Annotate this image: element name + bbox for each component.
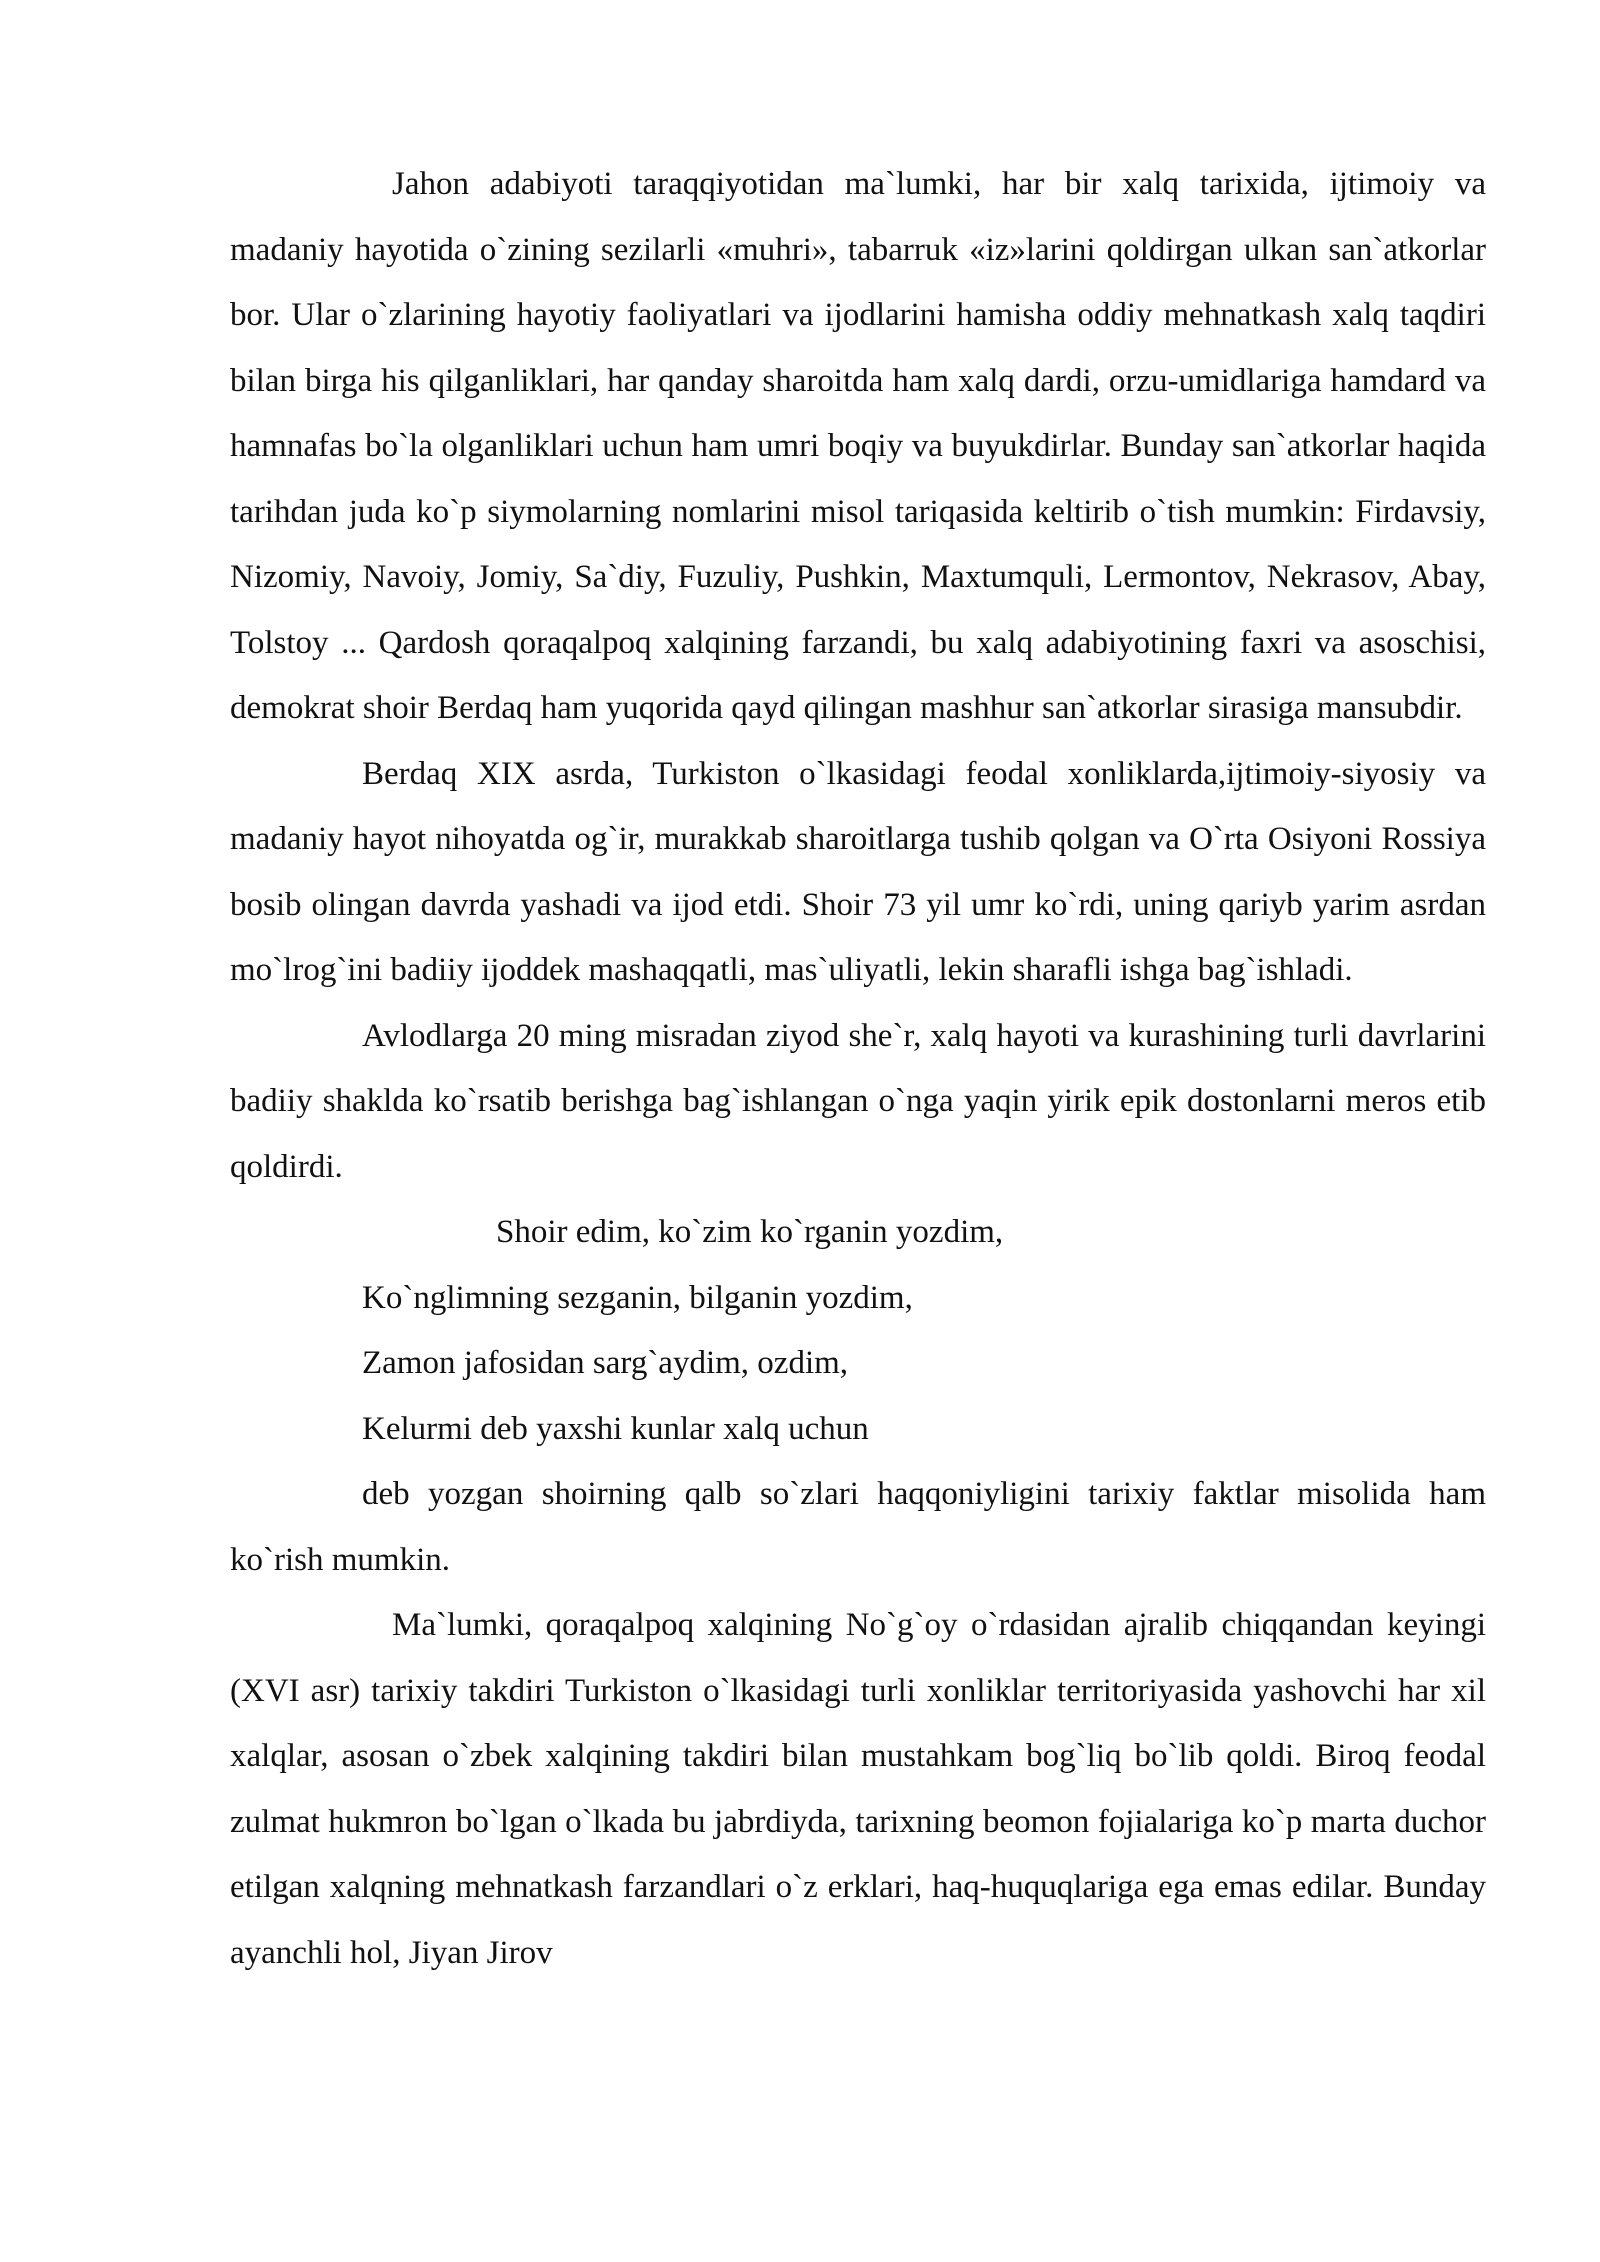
poem-line: Shoir edim, ko`zim ko`rganin yozdim,	[496, 1214, 1004, 1250]
paragraph-history: Ma`lumki, qoraqalpoq xalqining No`g`oy o`rdasidan ajralib chiqqandan keyingi (XVI asr) tarixiy takdiri Turkiston o`lkasidagi turli xonliklar territoriyasida yashovchi har xil xalqlar, asosan o`zbek xalqining takdiri bilan mustahkam bog`liq bo`lib qoldi. Biroq feodal zulmat hukmron bo`lgan o`lkada bu jabrdiyda, tarixning beomon fojialariga ko`p marta duchor etilgan xalqning mehnatkash farzandlari o`z erklari, haq-huquqlariga ega emas edilar. Bunday ayanchli hol, Jiyan Jirov	[230, 1607, 1486, 1971]
poem-line: Ko`nglimning sezganin, bilganin yozdim,	[362, 1279, 913, 1316]
paragraph-berdaq-life: Berdaq XIX asrda, Turkiston o`lkasidagi feodal xonliklarda,ijtimoiy-siyosiy va madaniy hayot nihoyatda og`ir, murakkab sharoitlarga tushib qolgan va O`rta Osiyoni Rossiya bosib olingan davrda yashadi va ijod etdi. Shoir 73 yil umr ko`rdi, uning qariyb yarim asrdan mo`lrog`ini badiiy ijoddek mashaqqatli, mas`uliyatli, lekin sharafli ishga bag`ishladi.	[230, 755, 1486, 988]
paragraph-intro: Jahon adabiyoti taraqqiyotidan ma`lumki, har bir xalq tarixida, ijtimoiy va madaniy hayotida o`zining sezilarli «muhri», tabarruk «iz»larini qoldirgan ulkan san`atkorlar bor. Ular o`zlarining hayotiy faoliyatlari va ijodlarini hamisha oddiy mehnatkash xalq taqdiri bilan birga his qilganliklari, har qanday sharoitda ham xalq dardi, orzu-umidlariga hamdard va hamnafas bo`la olganliklari uchun ham umri boqiy va buyukdirlar. Bunday san`atkorlar haqida tarihdan juda ko`p siymolarning nomlarini misol tariqasida keltirib o`tish mumkin: Firdavsiy, Nizomiy, Navoiy, Jomiy, Sa`diy, Fuzuliy, Pushkin, Maxtumquli, Lermontov, Nekrasov, Abay, Tolstoy ... Qardosh qoraqalpoq xalqining farzandi, bu xalq adabiyotining faxri va asoschisi, demokrat shoir Berdaq ham yuqorida qayd qilingan mashhur san`atkorlar sirasiga mansubdir.	[230, 166, 1486, 726]
paragraph-legacy: Avlodlarga 20 ming misradan ziyod she`r, xalq hayoti va kurashining turli davrlarini badiiy shaklda ko`rsatib berishga bag`ishlangan o`nga yaqin yirik epik dostonlarni meros etib qoldirdi.	[230, 1017, 1486, 1185]
document-body	[230, 152, 1486, 1986]
poem-line: Kelurmi deb yaxshi kunlar xalq uchun	[362, 1410, 869, 1447]
poem-quote	[230, 1200, 1486, 1462]
paragraph-after-poem: deb yozgan shoirning qalb so`zlari haqqoniyligini tarixiy faktlar misolida ham ko`rish mumkin.	[230, 1476, 1486, 1578]
poem-line: Zamon jafosidan sarg`aydim, ozdim,	[362, 1345, 849, 1381]
